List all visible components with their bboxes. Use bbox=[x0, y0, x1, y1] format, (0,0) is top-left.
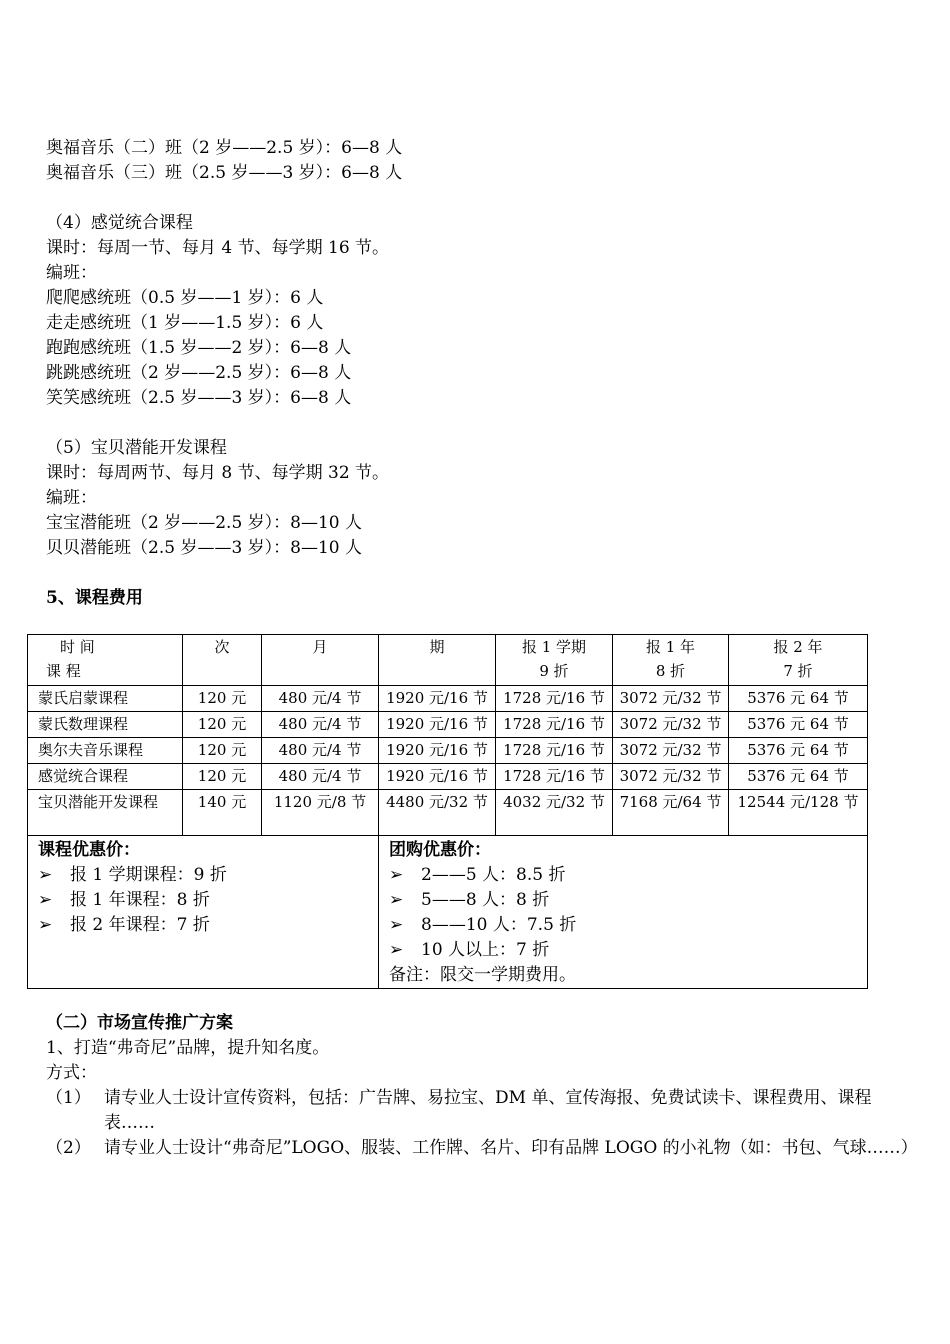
price-cell: 480 元/4 节 bbox=[262, 738, 379, 764]
price-cell: 1920 元/16 节 bbox=[379, 712, 496, 738]
price-cell: 3072 元/32 节 bbox=[613, 712, 729, 738]
arrow-bullet-icon: ➢ bbox=[38, 865, 53, 885]
price-cell: 1920 元/16 节 bbox=[379, 738, 496, 764]
price-cell: 3072 元/32 节 bbox=[613, 764, 729, 790]
list-item bbox=[389, 863, 857, 888]
arrow-bullet-icon: ➢ bbox=[389, 865, 404, 885]
fee-table bbox=[27, 634, 868, 989]
price-cell: 120 元 bbox=[183, 712, 262, 738]
price-cell: 140 元 bbox=[183, 790, 262, 836]
marketing-heading: （二）市场宣传推广方案 bbox=[46, 1013, 233, 1033]
text-line: 奥福音乐（二）班（2 岁——2.5 岁）：6—8 人 bbox=[46, 138, 403, 158]
price-cell: 3072 元/32 节 bbox=[613, 686, 729, 712]
item-number: （2） bbox=[46, 1138, 91, 1158]
list-item-text: 报 1 学期课程：9 折 bbox=[70, 865, 227, 885]
price-cell: 4480 元/32 节 bbox=[379, 790, 496, 836]
header-cell bbox=[613, 635, 729, 686]
course-name-cell: 蒙氏启蒙课程 bbox=[28, 686, 183, 712]
price-cell: 1920 元/16 节 bbox=[379, 764, 496, 790]
course-discount-cell bbox=[28, 836, 379, 989]
header-cell bbox=[28, 635, 183, 686]
header-sublabel: 7 折 bbox=[783, 662, 813, 680]
price-cell: 4032 元/32 节 bbox=[496, 790, 613, 836]
class-item: 笑笑感统班（2.5 岁——3 岁）：6—8 人 bbox=[46, 388, 352, 408]
price-cell: 1728 元/16 节 bbox=[496, 712, 613, 738]
arrow-bullet-icon: ➢ bbox=[389, 890, 404, 910]
arrow-bullet-icon: ➢ bbox=[38, 890, 53, 910]
header-label: 月 bbox=[312, 638, 328, 656]
text-line: 奥福音乐（三）班（2.5 岁——3 岁）：6—8 人 bbox=[46, 163, 403, 183]
list-item bbox=[38, 888, 368, 913]
header-cell bbox=[379, 635, 496, 686]
course-name-cell: 宝贝潜能开发课程 bbox=[28, 790, 183, 836]
header-course-label: 课 程 bbox=[46, 662, 81, 680]
price-cell: 120 元 bbox=[183, 764, 262, 790]
header-label: 次 bbox=[214, 638, 230, 656]
price-cell: 1728 元/16 节 bbox=[496, 686, 613, 712]
class-item: 宝宝潜能班（2 岁——2.5 岁）：8—10 人 bbox=[46, 513, 363, 533]
item-text: 请专业人士设计宣传资料，包括：广告牌、易拉宝、DM 单、宣传海报、免费试读卡、课程费用、课程表…… bbox=[104, 1088, 872, 1133]
header-label: 报 2 年 bbox=[773, 638, 823, 656]
price-cell: 5376 元 64 节 bbox=[729, 712, 868, 738]
class-item: 走走感统班（1 岁——1.5 岁）：6 人 bbox=[46, 313, 324, 333]
discount-row bbox=[28, 836, 868, 989]
header-label: 报 1 年 bbox=[645, 638, 696, 656]
course-name-cell: 感觉统合课程 bbox=[28, 764, 183, 790]
item-number: （1） bbox=[46, 1088, 91, 1108]
price-cell: 5376 元 64 节 bbox=[729, 764, 868, 790]
section-heading: （4）感觉统合课程 bbox=[46, 213, 193, 233]
list-item bbox=[46, 1136, 916, 1161]
list-item-text: 8——10 人：7.5 折 bbox=[421, 915, 577, 935]
price-cell: 5376 元 64 节 bbox=[729, 738, 868, 764]
table-row bbox=[28, 686, 868, 712]
header-cell bbox=[496, 635, 613, 686]
price-cell: 120 元 bbox=[183, 738, 262, 764]
list-item-text: 5——8 人：8 折 bbox=[421, 890, 550, 910]
table-row bbox=[28, 764, 868, 790]
arrow-bullet-icon: ➢ bbox=[389, 940, 404, 960]
header-label: 报 1 学期 bbox=[521, 638, 587, 656]
method-list bbox=[46, 1086, 916, 1161]
item-text: 请专业人士设计“弗奇尼”LOGO、服装、工作牌、名片、印有品牌 LOGO 的小礼物（如：书包、气球……） bbox=[104, 1138, 918, 1158]
list-item bbox=[38, 863, 368, 888]
price-cell: 3072 元/32 节 bbox=[613, 738, 729, 764]
fees-heading: 5、课程费用 bbox=[46, 588, 143, 608]
text-line: 编班： bbox=[46, 263, 97, 283]
table-row bbox=[28, 712, 868, 738]
list-item bbox=[389, 938, 857, 963]
table-row bbox=[28, 790, 868, 836]
text-line: 方式： bbox=[46, 1063, 97, 1083]
list-item-text: 报 2 年课程：7 折 bbox=[70, 915, 210, 935]
list-item bbox=[46, 1086, 916, 1136]
class-item: 跑跑感统班（1.5 岁——2 岁）：6—8 人 bbox=[46, 338, 352, 358]
price-cell: 120 元 bbox=[183, 686, 262, 712]
list-item-text: 2——5 人：8.5 折 bbox=[421, 865, 566, 885]
section-heading: （5）宝贝潜能开发课程 bbox=[46, 438, 227, 458]
header-label: 期 bbox=[429, 638, 445, 656]
header-cell bbox=[729, 635, 868, 686]
price-cell: 480 元/4 节 bbox=[262, 712, 379, 738]
course-discount-title: 课程优惠价： bbox=[38, 840, 140, 860]
price-cell: 7168 元/64 节 bbox=[613, 790, 729, 836]
text-line: 课时：每周两节、每月 8 节、每学期 32 节。 bbox=[46, 463, 390, 483]
price-cell: 480 元/4 节 bbox=[262, 686, 379, 712]
arrow-bullet-icon: ➢ bbox=[389, 915, 404, 935]
course-name-cell: 奥尔夫音乐课程 bbox=[28, 738, 183, 764]
group-discount-title: 团购优惠价： bbox=[389, 840, 491, 860]
course-name-cell: 蒙氏数理课程 bbox=[28, 712, 183, 738]
list-item bbox=[389, 888, 857, 913]
list-item bbox=[389, 913, 857, 938]
price-cell: 1728 元/16 节 bbox=[496, 764, 613, 790]
price-cell: 1120 元/8 节 bbox=[262, 790, 379, 836]
header-time-label: 时 间 bbox=[60, 638, 95, 656]
price-cell: 5376 元 64 节 bbox=[729, 686, 868, 712]
price-cell: 480 元/4 节 bbox=[262, 764, 379, 790]
text-line: 课时：每周一节、每月 4 节、每学期 16 节。 bbox=[46, 238, 390, 258]
table-row bbox=[28, 738, 868, 764]
list-item-text: 报 1 年课程：8 折 bbox=[70, 890, 210, 910]
group-discount-cell bbox=[379, 836, 868, 989]
price-cell: 1728 元/16 节 bbox=[496, 738, 613, 764]
table-header-row bbox=[28, 635, 868, 686]
price-cell: 1920 元/16 节 bbox=[379, 686, 496, 712]
arrow-bullet-icon: ➢ bbox=[38, 915, 53, 935]
text-line: 1、打造“弗奇尼”品牌，提升知名度。 bbox=[46, 1038, 330, 1058]
class-item: 跳跳感统班（2 岁——2.5 岁）：6—8 人 bbox=[46, 363, 352, 383]
header-sublabel: 9 折 bbox=[539, 662, 569, 680]
price-cell: 12544 元/128 节 bbox=[729, 790, 868, 836]
header-cell bbox=[262, 635, 379, 686]
header-sublabel: 8 折 bbox=[655, 662, 686, 680]
list-item-text: 10 人以上：7 折 bbox=[421, 940, 550, 960]
class-item: 贝贝潜能班（2.5 岁——3 岁）：8—10 人 bbox=[46, 538, 363, 558]
class-item: 爬爬感统班（0.5 岁——1 岁）：6 人 bbox=[46, 288, 324, 308]
text-line: 编班： bbox=[46, 488, 97, 508]
list-item bbox=[38, 913, 368, 938]
discount-note: 备注：限交一学期费用。 bbox=[389, 965, 576, 985]
header-cell bbox=[183, 635, 262, 686]
